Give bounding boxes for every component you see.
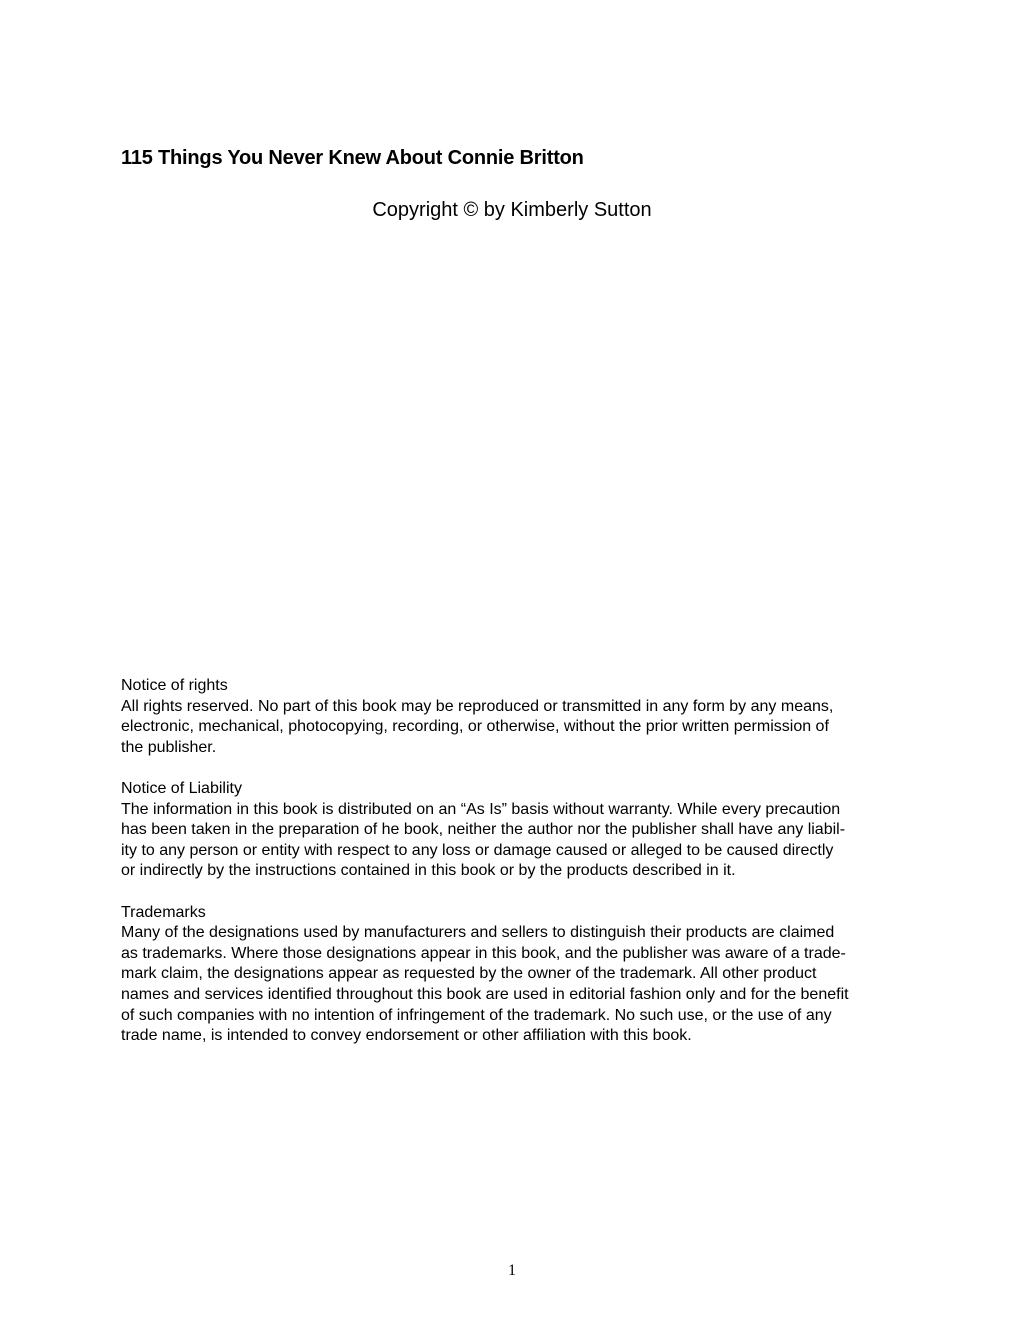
notice-line: trade name, is intended to convey endorsement or other affiliation with this book.: [121, 1027, 692, 1045]
notice-line: Many of the designations used by manufacturers and sellers to distinguish their products are claimed: [121, 924, 835, 942]
notice-line: the publisher.: [121, 738, 217, 756]
notice-line: electronic, mechanical, photocopying, recording, or otherwise, without the prior written permission of: [121, 718, 829, 736]
page-number: 1: [508, 1262, 516, 1279]
notice-heading: Trademarks: [121, 903, 206, 921]
book-title: 115 Things You Never Knew About Connie Britton: [121, 147, 584, 169]
notice-of-rights: [121, 676, 911, 758]
notice-line: as trademarks. Where those designations appear in this book, and the publisher was aware of a trade-: [121, 944, 846, 962]
notice-line: The information in this book is distributed on an “As Is” basis without warranty. While every precaution: [121, 800, 841, 818]
notice-line: mark claim, the designations appear as requested by the owner of the trademark. All other product: [121, 965, 817, 983]
notice-heading: Notice of Liability: [121, 779, 242, 797]
notice-line: All rights reserved. No part of this book may be reproduced or transmitted in any form by any means,: [121, 697, 834, 715]
trademarks-notice: [121, 903, 911, 1047]
notice-line: ity to any person or entity with respect to any loss or damage caused or alleged to be caused directly: [121, 841, 834, 859]
notice-line: of such companies with no intention of infringement of the trademark. No such use, or the use of any: [121, 1006, 832, 1024]
copyright-line: Copyright © by Kimberly Sutton: [372, 199, 652, 221]
legal-notices: [121, 676, 911, 1067]
notice-of-liability: [121, 779, 911, 882]
notice-line: has been taken in the preparation of he book, neither the author nor the publisher shall have any liabil-: [121, 821, 846, 839]
notice-line: or indirectly by the instructions contained in this book or by the products described in it.: [121, 862, 736, 880]
notice-line: names and services identified throughout this book are used in editorial fashion only and for the benefit: [121, 985, 849, 1003]
notice-heading: Notice of rights: [121, 677, 228, 694]
